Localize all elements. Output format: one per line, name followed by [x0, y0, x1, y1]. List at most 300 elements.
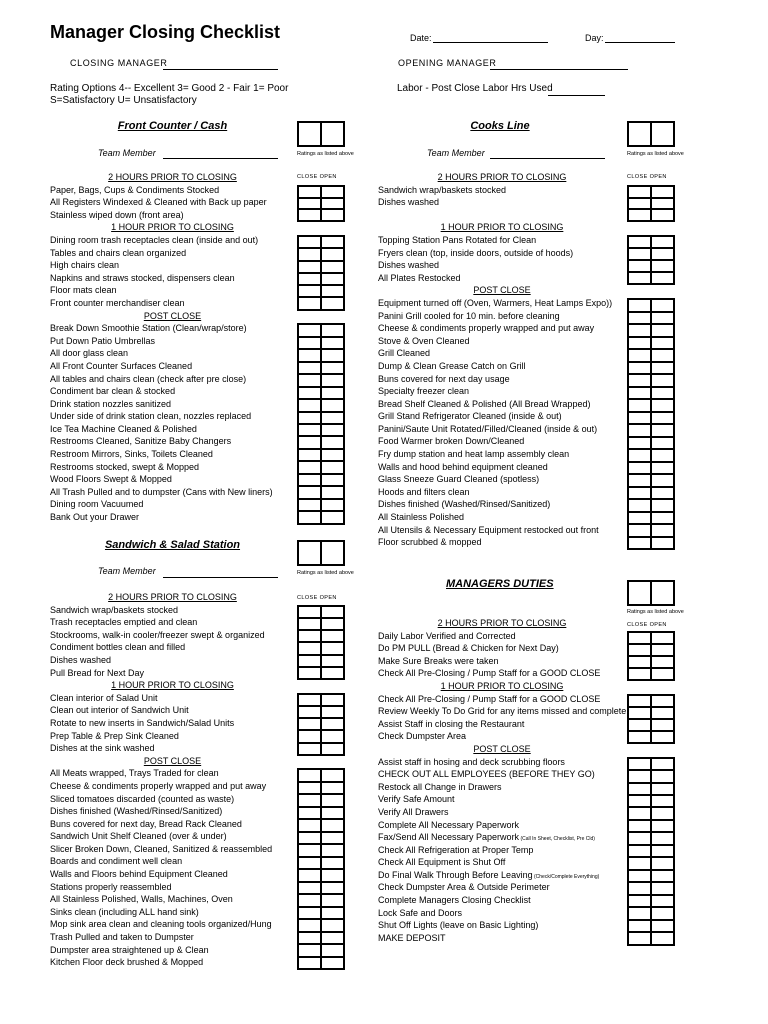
rating-cell[interactable]: [298, 832, 321, 844]
rating-cell[interactable]: [628, 770, 651, 782]
rating-grid[interactable]: [297, 768, 345, 970]
rating-cell[interactable]: [628, 524, 651, 537]
rating-grid[interactable]: [627, 694, 675, 744]
rating-cell[interactable]: [298, 819, 321, 831]
rating-cell[interactable]: [628, 644, 651, 656]
rating-cell[interactable]: [321, 907, 344, 919]
checklist-item-label: Stations properly reassembled: [50, 881, 172, 892]
rating-cell[interactable]: [651, 499, 674, 512]
rating-cell[interactable]: [321, 198, 344, 210]
rating-cell[interactable]: [651, 198, 674, 210]
rating-cell[interactable]: [321, 832, 344, 844]
checklist-item-label: All Registers Windexed & Cleaned with Back up paper: [50, 197, 267, 208]
rating-cell[interactable]: [321, 819, 344, 831]
rating-cell[interactable]: [321, 186, 344, 198]
rating-cell[interactable]: [298, 412, 321, 424]
rating-cell[interactable]: [298, 667, 321, 679]
rating-cell[interactable]: [298, 794, 321, 806]
rating-cell[interactable]: [651, 474, 674, 487]
rating-cell[interactable]: [298, 349, 321, 361]
rating-cell[interactable]: [298, 694, 321, 706]
rating-cell[interactable]: [321, 807, 344, 819]
rating-cell[interactable]: [321, 642, 344, 654]
rating-cell[interactable]: [651, 337, 674, 350]
rating-cell[interactable]: [321, 387, 344, 399]
rating-cell[interactable]: [628, 719, 651, 731]
rating-cell[interactable]: [628, 260, 651, 272]
rating-cell[interactable]: [298, 399, 321, 411]
checklist-item-note: (Check/Complete Everything): [532, 873, 600, 880]
rating-cell[interactable]: [628, 209, 651, 221]
checklist-item-label: Rotate to new inserts in Sandwich/Salad Units: [50, 717, 235, 728]
checklist-item-label: Dishes washed: [50, 654, 112, 665]
checklist-item: [378, 919, 626, 932]
checklist-item-label: Specialty freezer clean: [378, 386, 470, 397]
rating-cell[interactable]: [651, 668, 674, 680]
rating-cell[interactable]: [298, 297, 321, 309]
section-header-label: POST CLOSE: [473, 743, 531, 754]
rating-cell[interactable]: [321, 285, 344, 297]
rating-cell[interactable]: [651, 783, 674, 795]
checklist-item-label: Trash receptacles emptied and clean: [50, 617, 198, 628]
rating-cell[interactable]: [628, 907, 651, 919]
rating-cell[interactable]: [651, 719, 674, 731]
checklist-item-label: Check Dumpster Area: [378, 731, 467, 742]
rating-grid[interactable]: [627, 757, 675, 946]
rating-cell[interactable]: [651, 324, 674, 337]
checklist-item: [378, 234, 626, 247]
rating-cell[interactable]: [321, 894, 344, 906]
rating-cell[interactable]: [628, 656, 651, 668]
rating-cell[interactable]: [628, 895, 651, 907]
rating-cell[interactable]: [321, 248, 344, 260]
rating-cell[interactable]: [321, 436, 344, 448]
rating-cell[interactable]: [651, 487, 674, 500]
rating-cell[interactable]: [298, 474, 321, 486]
rating-cell[interactable]: [628, 236, 651, 248]
sandwich-rating-header-box[interactable]: [297, 540, 345, 566]
rating-cell[interactable]: [298, 706, 321, 718]
checklist-item: [378, 932, 626, 945]
rating-cell[interactable]: [298, 324, 321, 336]
rating-cell[interactable]: [321, 424, 344, 436]
rating-cell[interactable]: [628, 707, 651, 719]
rating-cell[interactable]: [651, 695, 674, 707]
rating-cell[interactable]: [321, 869, 344, 881]
rating-options-line2: S=Satisfactory U= Unsatisfactory: [50, 95, 197, 106]
rating-cell[interactable]: [298, 743, 321, 755]
rating-cell[interactable]: [651, 537, 674, 550]
rating-cell[interactable]: [651, 632, 674, 644]
rating-cell[interactable]: [298, 209, 321, 221]
rating-cell[interactable]: [651, 707, 674, 719]
rating-cell[interactable]: [321, 374, 344, 386]
checklist-item-label: Check All Refrigeration at Proper Temp: [378, 844, 534, 855]
rating-cell[interactable]: [651, 807, 674, 819]
rating-cell[interactable]: [321, 919, 344, 931]
rating-cell[interactable]: [628, 820, 651, 832]
checklist-item-label: Topping Station Pans Rotated for Clean: [378, 234, 537, 245]
rating-cell[interactable]: [651, 731, 674, 743]
checklist-item: [378, 524, 626, 537]
rating-cell[interactable]: [298, 461, 321, 473]
rating-cell[interactable]: [651, 857, 674, 869]
rating-cell[interactable]: [651, 656, 674, 668]
rating-cell[interactable]: [321, 499, 344, 511]
rating-cell[interactable]: [628, 474, 651, 487]
checklist-item-label: High chairs clean: [50, 260, 120, 271]
checklist-item: [378, 907, 626, 920]
rating-cell[interactable]: [321, 844, 344, 856]
rating-cell[interactable]: [628, 695, 651, 707]
checklist-item-label: Trash Pulled and taken to Dumpster: [50, 932, 194, 943]
rating-cell[interactable]: [628, 362, 651, 375]
checklist-item: [378, 473, 626, 486]
checklist-item-label: Slicer Broken Down, Cleaned, Sanitized & reassembled: [50, 843, 273, 854]
checklist-item-label: Tables and chairs clean organized: [50, 247, 187, 258]
rating-cell[interactable]: [321, 606, 344, 618]
rating-cell[interactable]: [321, 769, 344, 781]
rating-cell[interactable]: [651, 349, 674, 362]
rating-cell[interactable]: [628, 783, 651, 795]
rating-cell[interactable]: [298, 894, 321, 906]
rating-cell[interactable]: [628, 387, 651, 400]
checklist-item-label: All Front Counter Surfaces Cleaned: [50, 360, 193, 371]
checklist-item-label: Break Down Smoothie Station (Clean/wrap/store): [50, 323, 247, 334]
rating-cell[interactable]: [298, 944, 321, 956]
rating-cell[interactable]: [321, 944, 344, 956]
checklist-item: [378, 435, 626, 448]
rating-cell[interactable]: [628, 920, 651, 932]
rating-cell[interactable]: [628, 932, 651, 944]
rating-cell[interactable]: [321, 655, 344, 667]
rating-cell[interactable]: [651, 272, 674, 284]
rating-cell[interactable]: [628, 299, 651, 312]
rating-cell[interactable]: [321, 273, 344, 285]
rating-grid[interactable]: [627, 298, 675, 550]
rating-cell[interactable]: [321, 349, 344, 361]
rating-cell[interactable]: [651, 795, 674, 807]
rating-cell[interactable]: [321, 461, 344, 473]
rating-grid[interactable]: [297, 693, 345, 756]
checklist-item: [50, 805, 295, 818]
rating-cell[interactable]: [628, 374, 651, 387]
checklist-item: [50, 667, 295, 680]
rating-cell[interactable]: [651, 832, 674, 844]
checklist-item: [50, 654, 295, 667]
rating-cell[interactable]: [321, 743, 344, 755]
rating-cell[interactable]: [321, 412, 344, 424]
rating-cell[interactable]: [628, 758, 651, 770]
rating-cell[interactable]: [321, 718, 344, 730]
section-header-label: POST CLOSE: [473, 285, 531, 296]
rating-cell[interactable]: [651, 387, 674, 400]
front-team-member-field[interactable]: [163, 158, 278, 159]
rating-cell[interactable]: [298, 248, 321, 260]
rating-cell[interactable]: [298, 907, 321, 919]
checklist-item: [378, 655, 626, 668]
rating-cell[interactable]: [298, 606, 321, 618]
rating-cell[interactable]: [651, 299, 674, 312]
section-header: [50, 171, 295, 184]
front-rating-header-box[interactable]: [297, 121, 345, 147]
checklist-item-label: Check Dumpster Area & Outside Perimeter: [378, 882, 550, 893]
rating-cell[interactable]: [651, 524, 674, 537]
rating-cell[interactable]: [298, 882, 321, 894]
rating-grid[interactable]: [627, 631, 675, 681]
rating-cell[interactable]: [321, 730, 344, 742]
rating-cell[interactable]: [298, 273, 321, 285]
date-label: Date:: [410, 33, 432, 43]
rating-cell[interactable]: [298, 642, 321, 654]
rating-cell[interactable]: [651, 312, 674, 325]
rating-cell[interactable]: [321, 667, 344, 679]
day-field[interactable]: [605, 42, 675, 43]
rating-cell[interactable]: [628, 845, 651, 857]
checklist-item: [50, 297, 295, 310]
rating-cell[interactable]: [298, 932, 321, 944]
section-header-label: 1 HOUR PRIOR TO CLOSING: [440, 680, 564, 691]
rating-cell[interactable]: [651, 209, 674, 221]
rating-cell[interactable]: [298, 511, 321, 523]
rating-cell[interactable]: [651, 895, 674, 907]
rating-cell[interactable]: [298, 857, 321, 869]
rating-cell[interactable]: [628, 312, 651, 325]
rating-cell[interactable]: [651, 449, 674, 462]
checklist-item-label: Do Final Walk Through Before Leaving: [378, 869, 533, 880]
rating-cell[interactable]: [628, 186, 651, 198]
checklist-item-label: Assist Staff in closing the Restaurant: [378, 718, 525, 729]
rating-cell[interactable]: [651, 260, 674, 272]
rating-cell[interactable]: [651, 758, 674, 770]
rating-cell[interactable]: [651, 932, 674, 944]
rating-cell[interactable]: [321, 957, 344, 969]
rating-cell[interactable]: [321, 511, 344, 523]
rating-cell[interactable]: [628, 349, 651, 362]
rating-cell[interactable]: [321, 236, 344, 248]
closing-manager-field[interactable]: [163, 69, 278, 70]
checklist-item: [50, 259, 295, 272]
rating-cell[interactable]: [651, 248, 674, 260]
checklist-item: [50, 855, 295, 868]
rating-cell[interactable]: [628, 870, 651, 882]
rating-cell[interactable]: [321, 449, 344, 461]
cooks-line-title: Cooks Line: [470, 120, 530, 132]
rating-cell[interactable]: [298, 285, 321, 297]
rating-cell[interactable]: [651, 412, 674, 425]
rating-cell[interactable]: [321, 209, 344, 221]
rating-cell[interactable]: [651, 907, 674, 919]
rating-cell[interactable]: [651, 186, 674, 198]
rating-cell[interactable]: [298, 387, 321, 399]
cooks-team-member-field[interactable]: [490, 158, 605, 159]
rating-cell[interactable]: [321, 882, 344, 894]
rating-cell[interactable]: [298, 261, 321, 273]
rating-cell[interactable]: [628, 512, 651, 525]
rating-cell[interactable]: [628, 449, 651, 462]
checklist-item: [378, 184, 626, 197]
rating-cell[interactable]: [651, 870, 674, 882]
rating-cell[interactable]: [321, 399, 344, 411]
rating-cell[interactable]: [298, 198, 321, 210]
checklist-item: [378, 398, 626, 411]
checklist-item-label: Drink station nozzles sanitized: [50, 398, 172, 409]
rating-cell[interactable]: [628, 882, 651, 894]
rating-cell[interactable]: [321, 486, 344, 498]
rating-cell[interactable]: [651, 512, 674, 525]
rating-cell[interactable]: [628, 324, 651, 337]
checklist-item-label: Put Down Patio Umbrellas: [50, 335, 156, 346]
checklist-item: [50, 385, 295, 398]
rating-cell[interactable]: [298, 807, 321, 819]
checklist-item-label: Cheese & condiments properly wrapped and put away: [378, 323, 595, 334]
rating-cell[interactable]: [321, 297, 344, 309]
checklist-item: [50, 742, 295, 755]
section-header: [50, 310, 295, 323]
rating-cell[interactable]: [628, 462, 651, 475]
front-team-member-label: Team Member: [98, 148, 156, 158]
rating-cell[interactable]: [298, 957, 321, 969]
labor-field[interactable]: [548, 95, 605, 96]
rating-cell[interactable]: [628, 807, 651, 819]
checklist-item-label: Condiment bar clean & stocked: [50, 386, 176, 397]
rating-cell[interactable]: [298, 436, 321, 448]
rating-cell[interactable]: [298, 869, 321, 881]
checklist-item: [378, 209, 626, 222]
rating-cell[interactable]: [298, 618, 321, 630]
rating-cell[interactable]: [651, 362, 674, 375]
rating-cell[interactable]: [321, 362, 344, 374]
rating-grid[interactable]: [297, 605, 345, 681]
rating-cell[interactable]: [628, 632, 651, 644]
rating-cell[interactable]: [298, 499, 321, 511]
checklist-item-label: Dishes washed: [378, 197, 440, 208]
rating-cell[interactable]: [321, 857, 344, 869]
rating-cell[interactable]: [651, 920, 674, 932]
sandwich-team-member-field[interactable]: [163, 577, 278, 578]
rating-cell[interactable]: [651, 644, 674, 656]
rating-cell[interactable]: [298, 630, 321, 642]
rating-cell[interactable]: [321, 694, 344, 706]
rating-cell[interactable]: [628, 412, 651, 425]
checklist-item: [378, 498, 626, 511]
rating-cell[interactable]: [298, 337, 321, 349]
rating-cell[interactable]: [298, 769, 321, 781]
rating-cell[interactable]: [628, 795, 651, 807]
rating-cell[interactable]: [628, 248, 651, 260]
rating-cell[interactable]: [321, 474, 344, 486]
rating-cell[interactable]: [321, 630, 344, 642]
rating-grid[interactable]: [627, 235, 675, 285]
checklist-item: [378, 511, 626, 524]
rating-cell[interactable]: [628, 337, 651, 350]
checklist-item: [50, 184, 295, 197]
opening-manager-field[interactable]: [490, 69, 628, 70]
rating-cell[interactable]: [628, 487, 651, 500]
rating-cell[interactable]: [628, 499, 651, 512]
managers-rating-header-box[interactable]: [627, 580, 675, 606]
rating-cell[interactable]: [628, 272, 651, 284]
rating-cell[interactable]: [298, 424, 321, 436]
rating-cell[interactable]: [298, 362, 321, 374]
rating-cell[interactable]: [298, 449, 321, 461]
checklist-item: [50, 906, 295, 919]
rating-cell[interactable]: [651, 770, 674, 782]
rating-cell[interactable]: [628, 832, 651, 844]
rating-cell[interactable]: [321, 618, 344, 630]
rating-grid[interactable]: [297, 235, 345, 311]
rating-cell[interactable]: [298, 486, 321, 498]
section-header: [378, 171, 626, 184]
rating-cell[interactable]: [651, 462, 674, 475]
section-header: [378, 680, 626, 693]
rating-cell[interactable]: [651, 437, 674, 450]
rating-cell[interactable]: [298, 186, 321, 198]
rating-cell[interactable]: [651, 820, 674, 832]
checklist-item-label: All Trash Pulled and to dumpster (Cans with New liners): [50, 486, 273, 497]
rating-cell[interactable]: [321, 782, 344, 794]
rating-cell[interactable]: [651, 845, 674, 857]
rating-cell[interactable]: [298, 374, 321, 386]
rating-cell[interactable]: [321, 324, 344, 336]
rating-cell[interactable]: [628, 198, 651, 210]
rating-cell[interactable]: [628, 399, 651, 412]
rating-cell[interactable]: [628, 668, 651, 680]
rating-cell[interactable]: [651, 374, 674, 387]
checklist-item-label: Do PM PULL (Bread & Chicken for Next Day): [378, 643, 559, 654]
rating-cell[interactable]: [628, 424, 651, 437]
date-field[interactable]: [433, 42, 548, 43]
rating-cell[interactable]: [298, 782, 321, 794]
rating-cell[interactable]: [321, 794, 344, 806]
rating-grid[interactable]: [627, 185, 675, 223]
rating-grid[interactable]: [297, 185, 345, 223]
rating-cell[interactable]: [651, 424, 674, 437]
rating-cell[interactable]: [628, 857, 651, 869]
rating-cell[interactable]: [628, 437, 651, 450]
section-header: [378, 617, 626, 630]
rating-cell[interactable]: [628, 731, 651, 743]
checklist-item-label: Sandwich wrap/baskets stocked: [50, 604, 179, 615]
rating-cell[interactable]: [651, 882, 674, 894]
rating-cell[interactable]: [321, 261, 344, 273]
checklist-item: [50, 793, 295, 806]
rating-cell[interactable]: [321, 706, 344, 718]
checklist-item-label: Stove & Oven Cleaned: [378, 335, 470, 346]
rating-cell[interactable]: [298, 655, 321, 667]
checklist-item-label: Dishes finished (Washed/Rinsed/Sanitized): [378, 499, 551, 510]
cooks-rating-header-box[interactable]: [627, 121, 675, 147]
rating-cell[interactable]: [321, 932, 344, 944]
checklist-item: [50, 604, 295, 617]
checklist-item-label: Prep Table & Prep Sink Cleaned: [50, 730, 179, 741]
rating-cell[interactable]: [651, 236, 674, 248]
checklist-item-label: Paper, Bags, Cups & Condiments Stocked: [50, 184, 220, 195]
rating-cell[interactable]: [298, 718, 321, 730]
checklist-item-label: Floor scrubbed & mopped: [378, 537, 482, 548]
rating-cell[interactable]: [298, 236, 321, 248]
rating-cell[interactable]: [321, 337, 344, 349]
rating-cell[interactable]: [628, 537, 651, 550]
rating-cell[interactable]: [298, 919, 321, 931]
rating-cell[interactable]: [298, 730, 321, 742]
section-header-label: 1 HOUR PRIOR TO CLOSING: [111, 222, 234, 233]
rating-grid[interactable]: [297, 323, 345, 525]
rating-cell[interactable]: [651, 399, 674, 412]
page-title: Manager Closing Checklist: [50, 22, 281, 42]
rating-cell[interactable]: [298, 844, 321, 856]
checklist-item: [378, 806, 626, 819]
